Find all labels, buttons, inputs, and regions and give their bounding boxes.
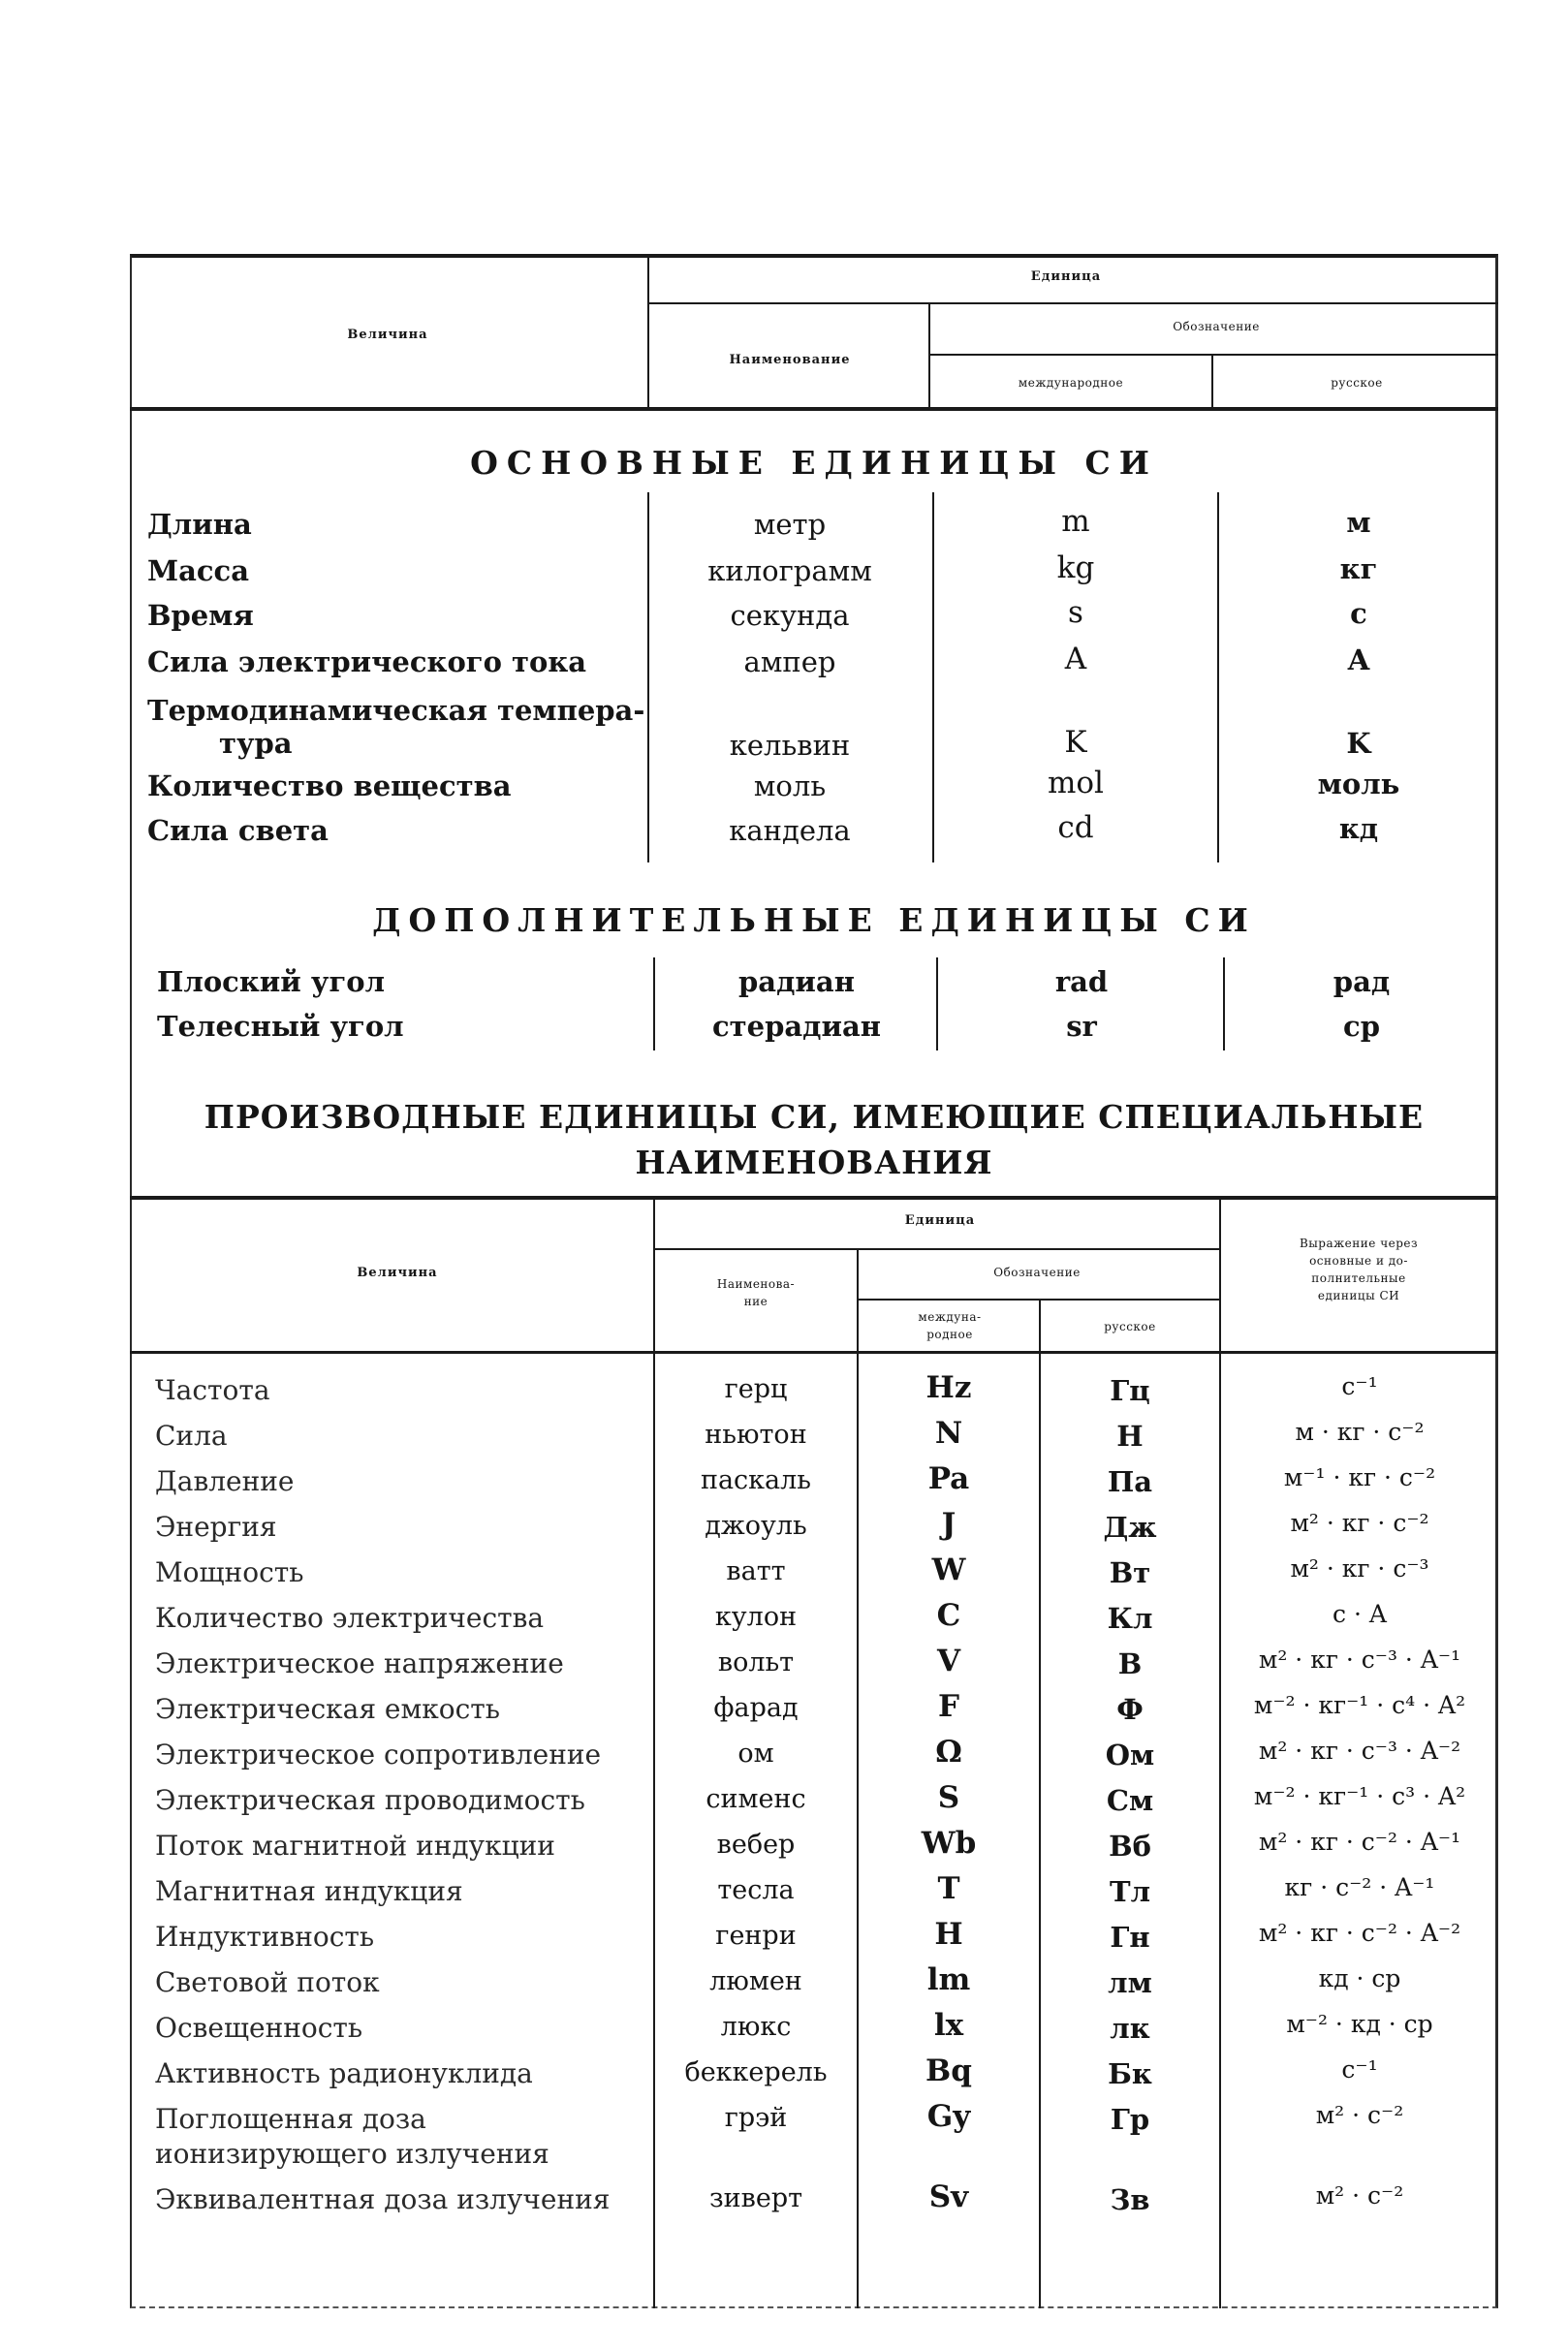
derived-name: сименс <box>706 1784 806 1814</box>
base-name: ампер <box>743 645 836 678</box>
derived-name: вебер <box>716 1830 796 1860</box>
derived-name: беккерель <box>684 2057 828 2087</box>
derived-quantity: Поглощенная доза <box>155 2103 426 2135</box>
derived-intl: Ω <box>935 1735 962 1770</box>
header-international: международное <box>1018 376 1124 390</box>
header-russian: русское <box>1331 376 1383 390</box>
base-intl: K <box>1064 725 1087 760</box>
supp-rus: рад <box>1333 965 1391 998</box>
section-title-base: ОСНОВНЫЕ ЕДИНИЦЫ СИ <box>470 444 1158 482</box>
derived-rus: Дж <box>1103 1511 1157 1544</box>
derived-header-top-rule <box>130 1196 1498 1200</box>
derived-rus: Па <box>1107 1465 1153 1498</box>
derived-quantity: Электрическое сопротивление <box>155 1739 602 1771</box>
derived-quantity: Количество электричества <box>155 1602 545 1634</box>
derived-quantity: Активность радионуклида <box>155 2057 533 2089</box>
section-title-derived-1: ПРОИЗВОДНЫЕ ЕДИНИЦЫ СИ, ИМЕЮЩИЕ СПЕЦИАЛЬНЫЕ <box>204 1098 1425 1136</box>
derived-quantity: Мощность <box>155 1556 304 1588</box>
derived-header-quantity: Величина <box>357 1266 438 1280</box>
base-name: секунда <box>730 599 850 632</box>
derived-name: грэй <box>724 2103 788 2133</box>
derived-quantity: Частота <box>155 1374 270 1406</box>
supp-rus: ср <box>1343 1010 1380 1043</box>
base-rus: кд <box>1338 812 1379 845</box>
header-designation: Обозначение <box>1173 320 1260 333</box>
derived-quantity: Электрическая проводимость <box>155 1784 585 1816</box>
derived-expr: м² · кг · с⁻³ · A⁻² <box>1258 1737 1461 1765</box>
supp-intl: sr <box>1066 1010 1097 1043</box>
header-rule-unit <box>649 302 1498 304</box>
supp-divider-2 <box>936 957 938 1050</box>
derived-intl: C <box>936 1598 961 1633</box>
derived-rus: Н <box>1116 1420 1144 1453</box>
derived-rus: В <box>1117 1647 1143 1680</box>
derived-quantity-cont: ионизирующего излучения <box>155 2138 549 2170</box>
derived-name: люкс <box>720 2012 792 2042</box>
derived-name: ньютон <box>705 1420 807 1450</box>
derived-intl: T <box>937 1871 960 1906</box>
derived-quantity: Давление <box>155 1465 295 1497</box>
base-quantity: Количество вещества <box>147 769 512 802</box>
derived-name: люмен <box>709 1966 802 1996</box>
derived-expr: м² · кг · с⁻³ · A⁻¹ <box>1258 1646 1461 1674</box>
derived-rus: См <box>1106 1784 1154 1817</box>
base-quantity: Сила света <box>147 814 329 847</box>
header-bottom-rule <box>130 407 1498 411</box>
derived-rus: Гр <box>1110 2103 1150 2136</box>
derived-header-russian: русское <box>1104 1320 1156 1333</box>
base-quantity: Длина <box>147 508 252 541</box>
derived-expr: м² · кг · с⁻² <box>1290 1509 1429 1537</box>
derived-rus: Бк <box>1108 2057 1152 2090</box>
derived-rus: Гн <box>1110 1921 1150 1954</box>
derived-rus: лм <box>1108 1966 1152 1999</box>
supp-name: стерадиан <box>712 1010 881 1043</box>
supp-name: радиан <box>738 965 855 998</box>
derived-intl: H <box>934 1917 963 1952</box>
base-rus: моль <box>1317 768 1400 800</box>
supp-quantity: Телесный угол <box>157 1010 404 1043</box>
header-divider-1 <box>647 256 649 409</box>
derived-quantity: Энергия <box>155 1511 277 1543</box>
derived-intl: S <box>937 1780 960 1815</box>
base-rus: A <box>1347 643 1370 676</box>
derived-rus: Зв <box>1110 2183 1150 2216</box>
base-name: моль <box>753 769 827 802</box>
derived-header-intl-1: междуна- <box>918 1310 982 1324</box>
derived-expr: м⁻² · кд · ср <box>1286 2010 1433 2038</box>
derived-header-expr-4: единицы СИ <box>1317 1289 1400 1302</box>
derived-expr: м² · кг · с⁻² · A⁻² <box>1258 1919 1461 1947</box>
supp-divider-3 <box>1223 957 1225 1050</box>
base-intl: m <box>1061 504 1090 539</box>
derived-name: генри <box>715 1921 797 1951</box>
base-divider-3 <box>1217 492 1219 862</box>
derived-quantity: Поток магнитной индукции <box>155 1830 555 1862</box>
derived-intl: lm <box>926 1962 971 1997</box>
header-divider-2 <box>928 304 930 409</box>
derived-rus: Ф <box>1116 1693 1144 1726</box>
derived-expr: м² · с⁻² <box>1315 2101 1404 2129</box>
header-rule-designation <box>930 354 1498 356</box>
base-quantity-cont: тура <box>219 727 293 760</box>
derived-expr: с⁻¹ <box>1341 1372 1378 1400</box>
derived-intl: Gy <box>926 2099 971 2134</box>
derived-intl: Wb <box>921 1826 977 1861</box>
derived-expr: кг · с⁻² · A⁻¹ <box>1284 1873 1435 1901</box>
derived-rus: Тл <box>1109 1875 1151 1908</box>
base-intl: A <box>1064 642 1087 676</box>
derived-quantity: Магнитная индукция <box>155 1875 463 1907</box>
derived-name: паскаль <box>700 1465 812 1495</box>
base-name: кельвин <box>729 729 851 762</box>
derived-expr: м⁻² · кг⁻¹ · с⁴ · A² <box>1253 1691 1466 1719</box>
base-quantity: Сила электрического тока <box>147 645 587 678</box>
derived-header-designation: Обозначение <box>993 1266 1081 1279</box>
derived-expr: с · A <box>1333 1600 1387 1628</box>
section-title-supplementary: ДОПОЛНИТЕЛЬНЫЕ ЕДИНИЦЫ СИ <box>372 901 1256 939</box>
derived-expr: м⁻² · кг⁻¹ · с³ · A² <box>1253 1782 1466 1810</box>
base-name: метр <box>753 508 827 541</box>
derived-header-unit: Единица <box>904 1213 976 1228</box>
header-divider-3 <box>1211 356 1213 409</box>
derived-header-expr-1: Выражение через <box>1299 1237 1419 1250</box>
derived-rus: Гц <box>1110 1374 1150 1407</box>
derived-name: ом <box>737 1739 774 1769</box>
derived-expr: с⁻¹ <box>1341 2055 1378 2084</box>
base-name: килограмм <box>707 554 872 587</box>
derived-rus: Вт <box>1109 1556 1151 1589</box>
derived-rus: Кл <box>1107 1602 1153 1635</box>
derived-quantity: Освещенность <box>155 2012 363 2044</box>
derived-intl: J <box>941 1507 956 1542</box>
base-name: кандела <box>729 814 851 847</box>
base-rus: K <box>1346 727 1371 760</box>
derived-name: кулон <box>714 1602 798 1632</box>
derived-quantity: Индуктивность <box>155 1921 375 1953</box>
derived-expr: м · кг · с⁻² <box>1295 1418 1425 1446</box>
derived-intl: W <box>931 1552 966 1587</box>
derived-rus: лк <box>1110 2012 1150 2045</box>
derived-quantity: Световой поток <box>155 1966 380 1998</box>
derived-name: тесла <box>717 1875 795 1905</box>
derived-quantity: Сила <box>155 1420 228 1452</box>
derived-rus: Вб <box>1109 1830 1151 1863</box>
header-unit: Единица <box>1030 269 1102 284</box>
derived-intl: Hz <box>925 1370 972 1405</box>
base-quantity: Время <box>147 599 254 632</box>
derived-intl: lx <box>933 2008 964 2043</box>
derived-header-name-2: ние <box>743 1295 768 1308</box>
base-rus: м <box>1346 506 1371 539</box>
derived-divider-3 <box>1039 1301 1041 2308</box>
derived-header-expr-3: полнительные <box>1311 1271 1406 1285</box>
derived-intl: Bq <box>925 2053 972 2088</box>
derived-header-name-1: Наименова- <box>716 1277 796 1291</box>
header-name: Наименование <box>729 353 851 367</box>
derived-expr: м² · кг · с⁻² · A⁻¹ <box>1258 1828 1461 1856</box>
derived-divider-4 <box>1219 1200 1221 2308</box>
derived-quantity: Электрическая емкость <box>155 1693 501 1725</box>
base-intl: kg <box>1056 550 1095 585</box>
base-rus: кг <box>1339 552 1378 585</box>
base-quantity: Масса <box>147 554 249 587</box>
supp-divider-1 <box>653 957 655 1050</box>
derived-name: фарад <box>713 1693 799 1723</box>
base-intl: mol <box>1048 766 1104 800</box>
base-divider-2 <box>932 492 934 862</box>
derived-quantity: Электрическое напряжение <box>155 1647 564 1679</box>
base-intl: cd <box>1057 810 1094 845</box>
base-intl: s <box>1068 595 1083 630</box>
supp-quantity: Плоский угол <box>157 965 386 998</box>
supp-intl: rad <box>1054 965 1109 998</box>
derived-header-bottom-rule <box>130 1351 1498 1354</box>
derived-divider-1 <box>653 1200 655 2308</box>
derived-expr: м² · с⁻² <box>1315 2181 1404 2210</box>
derived-name: вольт <box>717 1647 795 1677</box>
derived-intl: Sv <box>928 2179 969 2214</box>
derived-intl: N <box>934 1416 963 1451</box>
derived-name: герц <box>724 1374 788 1404</box>
derived-intl: Pa <box>927 1461 970 1496</box>
derived-expr: м⁻¹ · кг · с⁻² <box>1283 1463 1436 1491</box>
derived-name: ватт <box>726 1556 786 1586</box>
derived-name: джоуль <box>705 1511 807 1541</box>
derived-header-rule-unit <box>655 1248 1221 1250</box>
derived-expr: кд · ср <box>1318 1964 1401 1992</box>
derived-divider-2 <box>857 1250 859 2308</box>
derived-header-intl-2: родное <box>926 1328 973 1341</box>
derived-quantity: Эквивалентная доза излучения <box>155 2183 611 2215</box>
section-title-derived-2: НАИМЕНОВАНИЯ <box>635 1144 993 1181</box>
derived-rus: Ом <box>1105 1739 1155 1771</box>
base-quantity: Термодинамическая темпера- <box>147 694 645 727</box>
derived-intl: F <box>937 1689 959 1724</box>
derived-name: зиверт <box>708 2183 803 2213</box>
base-divider-1 <box>647 492 649 862</box>
base-rus: с <box>1350 597 1367 630</box>
derived-intl: V <box>936 1644 961 1678</box>
derived-header-expr-2: основные и до- <box>1309 1254 1408 1268</box>
derived-expr: м² · кг · с⁻³ <box>1290 1554 1429 1583</box>
header-quantity: Величина <box>347 328 428 342</box>
